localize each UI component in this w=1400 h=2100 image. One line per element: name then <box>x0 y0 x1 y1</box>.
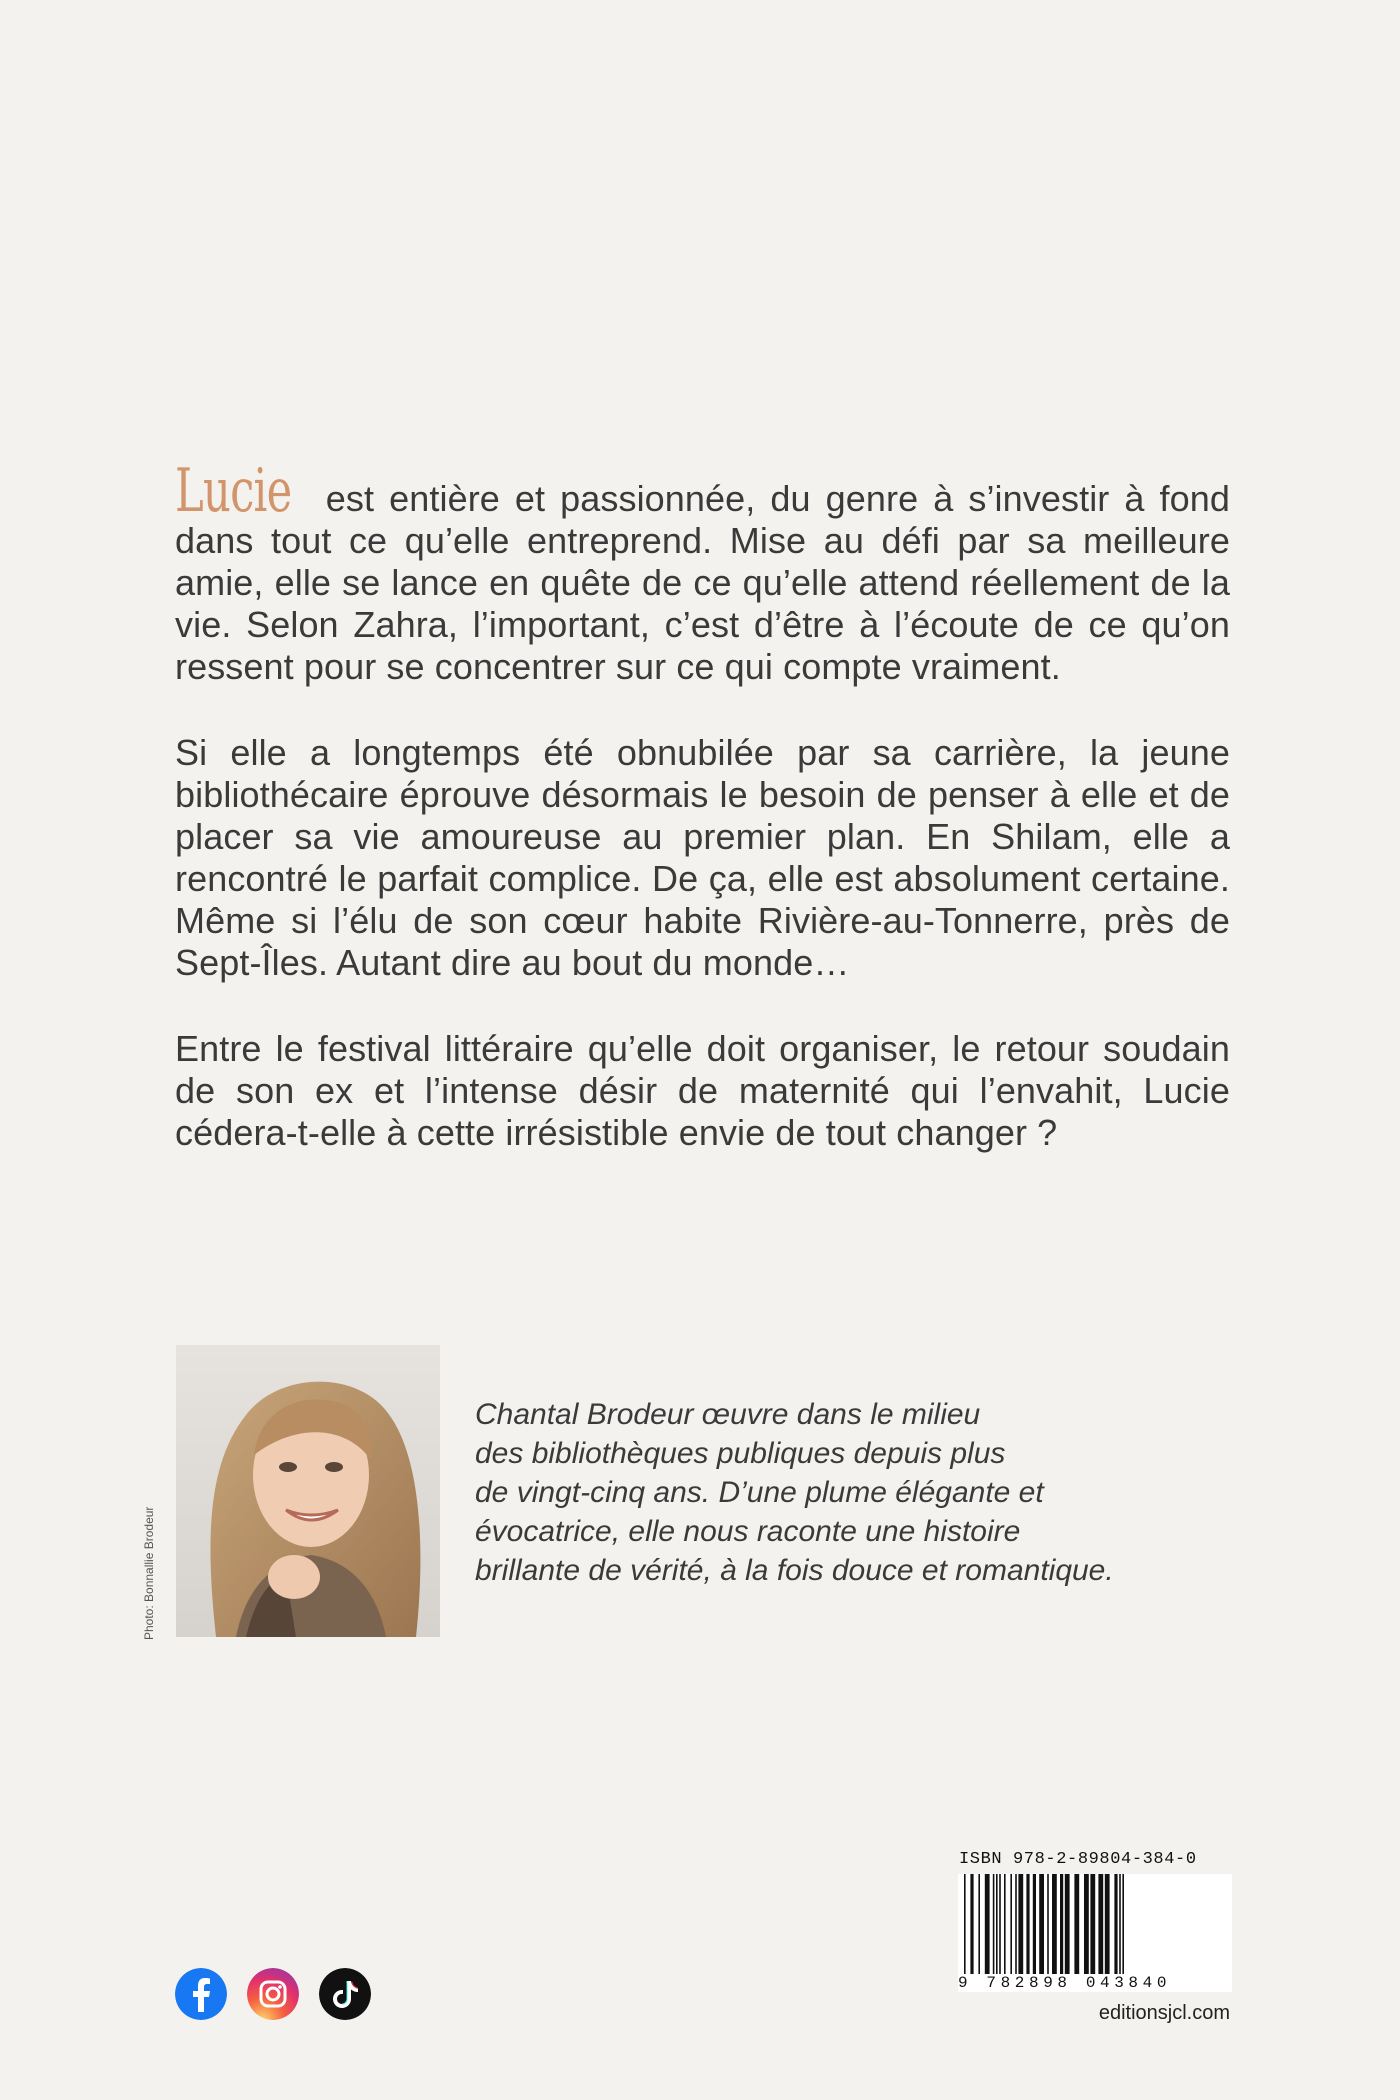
barcode-bar <box>1065 1874 1070 1974</box>
bio-line: Chantal Brodeur œuvre dans le milieu <box>475 1398 981 1431</box>
barcode-bar <box>1114 1874 1117 1974</box>
publisher-website[interactable]: editionsjcl.com <box>1098 2002 1230 2024</box>
barcode-bar <box>993 1874 995 1974</box>
barcode-bar <box>1119 1874 1121 1974</box>
back-cover-blurb <box>175 456 1230 1198</box>
bio-line: de vingt-cinq ans. D’une plume élégante et <box>475 1476 1044 1509</box>
barcode-bar <box>1039 1874 1044 1974</box>
instagram-icon[interactable] <box>247 1968 299 2020</box>
blurb-paragraph-3: Entre le festival littéraire qu’elle doit organiser, le retour soudain de son ex et l’intense désir de maternité qui l’envahit, Lucie cédera-t-elle à cette irrésistible envie de tout changer ? <box>175 1028 1230 1153</box>
blurb-paragraph-1 <box>175 456 1230 688</box>
tiktok-icon[interactable] <box>319 1968 371 2020</box>
barcode-bar <box>1074 1874 1079 1974</box>
barcode-bar <box>1015 1874 1017 1974</box>
barcode-bar <box>964 1874 966 1974</box>
barcode-bar <box>1018 1874 1023 1974</box>
barcode-bar <box>1090 1874 1095 1974</box>
barcode-bar <box>1010 1874 1012 1974</box>
barcode-bar <box>1122 1874 1124 1974</box>
bio-line: des bibliothèques publiques depuis plus <box>475 1437 1006 1470</box>
barcode-bar <box>1047 1874 1049 1974</box>
barcode-bar <box>985 1874 990 1974</box>
barcode-bar <box>996 1874 998 1974</box>
blurb-paragraph-2: Si elle a longtemps été obnubilée par sa carrière, la jeune bibliothécaire éprouve désormais le besoin de penser à elle et de placer sa vie amoureuse au premier plan. En Shilam, elle a rencontré le parfait complice. De ça, elle est absolument certaine. Même si l’élu de son cœur habite Rivière-au-Tonnerre, près de Sept-Îles. Autant dire au bout du monde… <box>175 732 1230 983</box>
barcode-bar <box>978 1874 980 1974</box>
barcode <box>958 1874 1232 1974</box>
photo-credit: Photo: Bonnallie Brodeur <box>142 1506 156 1640</box>
barcode-bar <box>1084 1874 1089 1974</box>
blurb-paragraph-1-text: est entière et passionnée, du genre à s’investir à fond dans tout ce qu’elle entreprend. Mise au défi par sa meilleure amie, elle se lance en quête de ce qu’elle attend réellement de la vie. Selon Zahra, l’important, c’est d’être à l’écoute de ce qu’on ressent pour se concentrer sur ce qui compte vraiment. <box>175 478 1230 687</box>
barcode-digits: 9 782898 043840 <box>958 1974 1232 1992</box>
author-portrait-illustration <box>176 1345 440 1637</box>
social-links <box>175 1968 371 2020</box>
isbn-label: ISBN 978-2-89804-384-0 <box>959 1850 1197 1869</box>
barcode-bar <box>970 1874 973 1974</box>
facebook-icon[interactable] <box>175 1968 227 2020</box>
character-name: Lucie <box>175 456 292 526</box>
barcode-bars <box>958 1874 1232 1974</box>
bio-line: évocatrice, elle nous raconte une histoire <box>475 1515 1021 1548</box>
barcode-bar <box>1060 1874 1063 1974</box>
barcode-bar <box>999 1874 1001 1974</box>
author-photo <box>176 1345 440 1637</box>
barcode-bar <box>1026 1874 1029 1974</box>
barcode-bar <box>1033 1874 1036 1974</box>
barcode-bar <box>1098 1874 1103 1974</box>
bio-line: brillante de vérité, à la fois douce et romantique. <box>475 1554 1114 1587</box>
author-bio <box>475 1395 1195 1590</box>
barcode-bar <box>1105 1874 1110 1974</box>
barcode-bar <box>1004 1874 1006 1974</box>
barcode-bar <box>1052 1874 1057 1974</box>
